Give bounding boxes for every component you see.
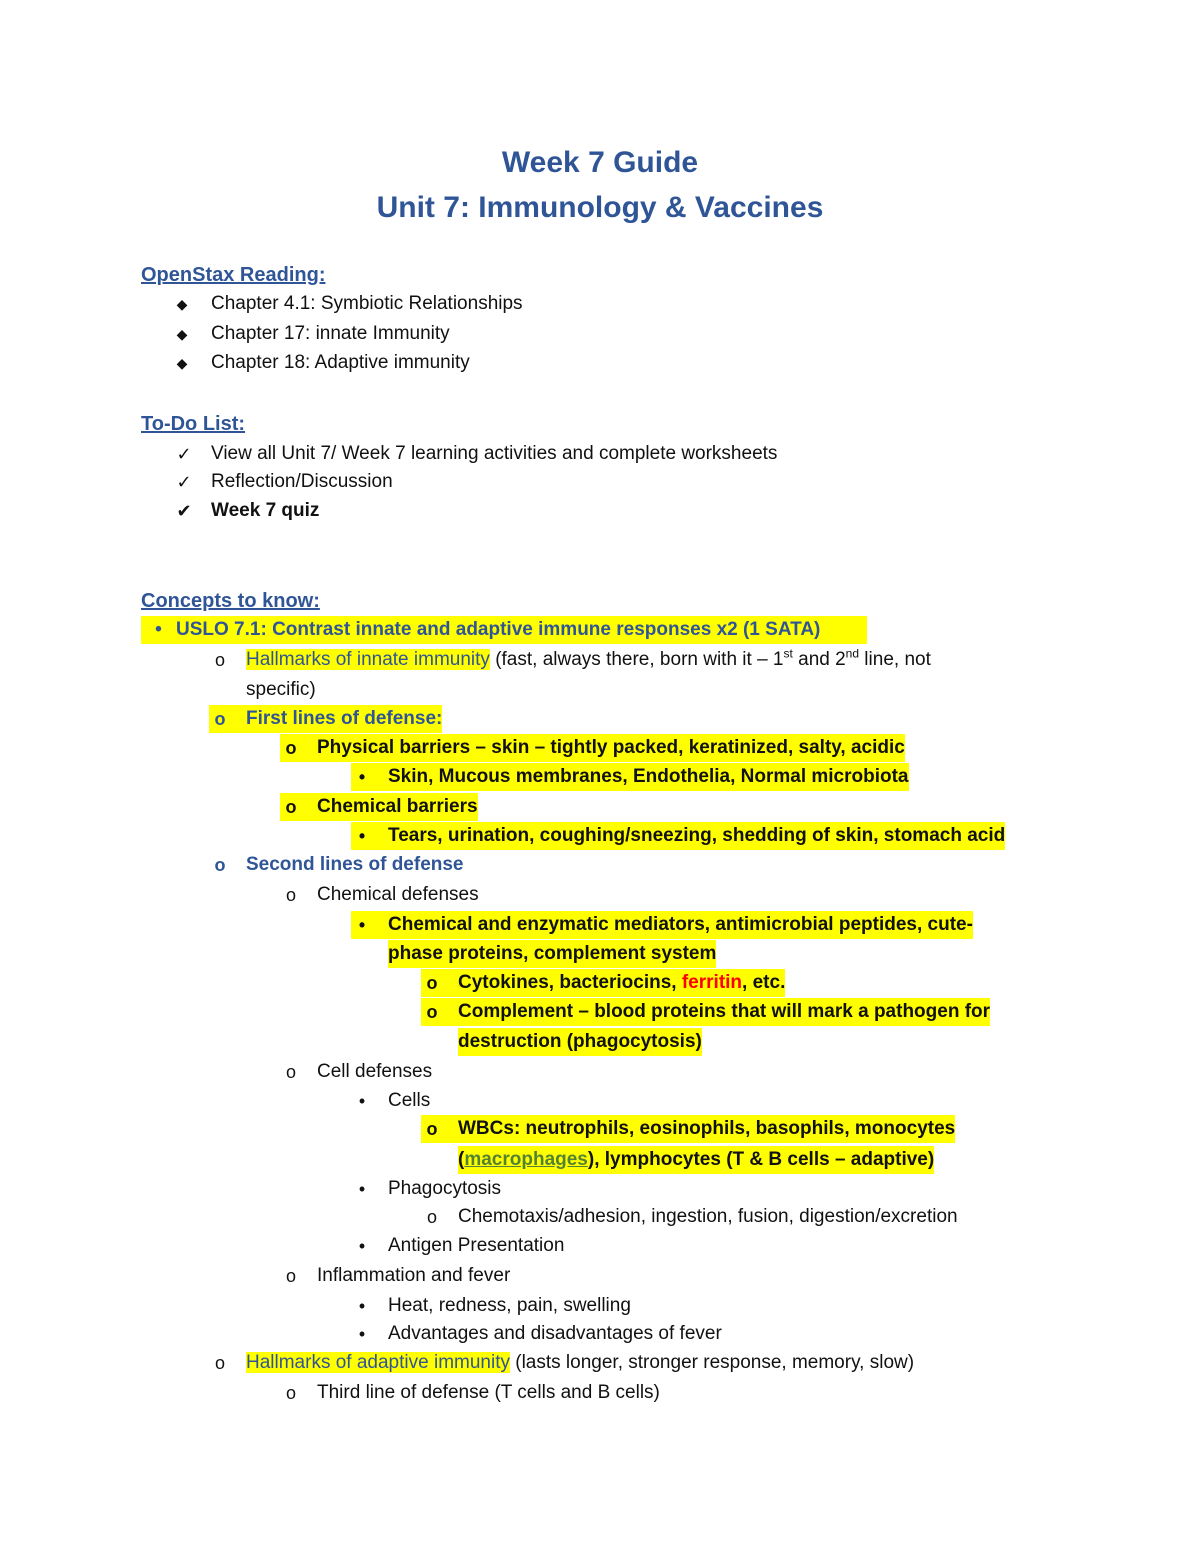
todo-item: Reflection/Discussion	[211, 471, 393, 492]
bullet-icon: •	[155, 619, 162, 640]
mediators: Chemical and enzymatic mediators, antimicrobial peptides, cute-	[373, 911, 973, 939]
bullet-icon: •	[358, 1324, 366, 1344]
wbcs-cont	[458, 1146, 934, 1174]
circle-bullet-icon: o	[214, 1353, 225, 1373]
innate-desc: (fast, always there, born with it – 1	[489, 649, 784, 670]
diamond-bullet-icon: ◆	[176, 296, 188, 312]
adaptive-hallmark: Hallmarks of adaptive immunity	[246, 1352, 510, 1373]
circle-bullet-icon: o	[280, 793, 302, 821]
complement: Complement – blood proteins that will mark a pathogen for	[443, 998, 990, 1026]
innate-desc-cont: specific)	[246, 679, 316, 700]
inflammation: Inflammation and fever	[317, 1265, 511, 1286]
concepts-heading: Concepts to know:	[141, 590, 320, 612]
second-lines-heading: Second lines of defense	[246, 854, 464, 875]
innate-desc: line, not	[859, 649, 931, 670]
cell-defenses: Cell defenses	[317, 1061, 433, 1082]
antigen-presentation: Antigen Presentation	[388, 1235, 565, 1256]
wbcs-text: ), lymphocytes (T & B cells – adaptive)	[587, 1149, 935, 1170]
circle-bullet-icon: o	[285, 1383, 296, 1403]
page-title: Week 7 Guide	[501, 146, 699, 179]
circle-bullet-icon: o	[421, 998, 443, 1026]
cells: Cells	[388, 1090, 431, 1111]
phagocytosis: Phagocytosis	[388, 1178, 502, 1199]
innate-desc: and 2	[792, 649, 846, 670]
innate-hallmark-line	[246, 646, 931, 674]
superscript: nd	[845, 646, 860, 661]
macrophages-text: macrophages	[464, 1149, 588, 1170]
ferritin-text: ferritin	[681, 972, 743, 993]
todo-heading: To-Do List:	[141, 413, 246, 435]
reading-item: Chapter 17: innate Immunity	[211, 323, 450, 344]
inflammation-signs: Heat, redness, pain, swelling	[388, 1295, 631, 1316]
cytokines-line	[443, 969, 785, 997]
reading-item: Chapter 4.1: Symbiotic Relationships	[211, 293, 523, 314]
checkmark-icon: ✔	[176, 501, 192, 521]
circle-bullet-icon: o	[280, 734, 302, 762]
checkmark-icon: ✓	[176, 472, 192, 492]
circle-bullet-icon: o	[209, 705, 231, 733]
diamond-bullet-icon: ◆	[176, 326, 188, 342]
bullet-icon: •	[358, 1236, 366, 1256]
wbcs-text: (	[458, 1149, 465, 1170]
chemical-items: Tears, urination, coughing/sneezing, shedding of skin, stomach acid	[373, 822, 1005, 850]
circle-bullet-icon: o	[426, 1207, 437, 1227]
phago-steps: Chemotaxis/adhesion, ingestion, fusion, digestion/excretion	[458, 1206, 958, 1227]
circle-bullet-icon: o	[421, 1115, 443, 1143]
chemical-defenses: Chemical defenses	[317, 884, 479, 905]
third-line: Third line of defense (T cells and B cells)	[317, 1382, 660, 1403]
bullet-icon: •	[358, 1091, 366, 1111]
complement-cont: destruction (phagocytosis)	[458, 1028, 702, 1056]
todo-item: View all Unit 7/ Week 7 learning activities and complete worksheets	[211, 443, 778, 464]
diamond-bullet-icon: ◆	[176, 355, 188, 371]
uslo-text: USLO 7.1: Contrast innate and adaptive immune responses x2 (1 SATA)	[176, 619, 821, 640]
physical-items: Skin, Mucous membranes, Endothelia, Normal microbiota	[373, 763, 909, 791]
todo-item: Week 7 quiz	[211, 500, 320, 521]
fever: Advantages and disadvantages of fever	[388, 1323, 722, 1344]
circle-bullet-icon: o	[421, 969, 443, 997]
checkmark-icon: ✓	[176, 444, 192, 464]
mediators-cont: phase proteins, complement system	[388, 940, 716, 968]
superscript: st	[783, 646, 793, 661]
chemical-barriers: Chemical barriers	[302, 793, 478, 821]
adaptive-desc: (lasts longer, stronger response, memory, slow)	[509, 1352, 915, 1373]
innate-hallmark: Hallmarks of innate immunity	[246, 649, 490, 670]
reading-heading: OpenStax Reading:	[141, 264, 326, 286]
bullet-icon: •	[351, 911, 373, 939]
bullet-icon: •	[358, 1179, 366, 1199]
bullet-icon: •	[358, 1296, 366, 1316]
bullet-icon: •	[351, 822, 373, 850]
cytokines-text: , etc.	[742, 972, 786, 993]
adaptive-hallmark-line	[246, 1349, 914, 1377]
circle-bullet-icon: o	[214, 855, 226, 875]
circle-bullet-icon: o	[285, 1062, 296, 1082]
bullet-icon: •	[351, 763, 373, 791]
circle-bullet-icon: o	[214, 650, 225, 670]
uslo-line	[141, 616, 867, 644]
first-lines-heading: First lines of defense:	[231, 705, 442, 733]
page-subtitle: Unit 7: Immunology & Vaccines	[376, 191, 824, 224]
physical-barriers: Physical barriers – skin – tightly packed, keratinized, salty, acidic	[302, 734, 905, 762]
reading-item: Chapter 18: Adaptive immunity	[211, 352, 470, 373]
cytokines-text: Cytokines, bacteriocins,	[458, 972, 682, 993]
circle-bullet-icon: o	[285, 885, 296, 905]
circle-bullet-icon: o	[285, 1266, 296, 1286]
wbcs: WBCs: neutrophils, eosinophils, basophils, monocytes	[443, 1115, 955, 1143]
